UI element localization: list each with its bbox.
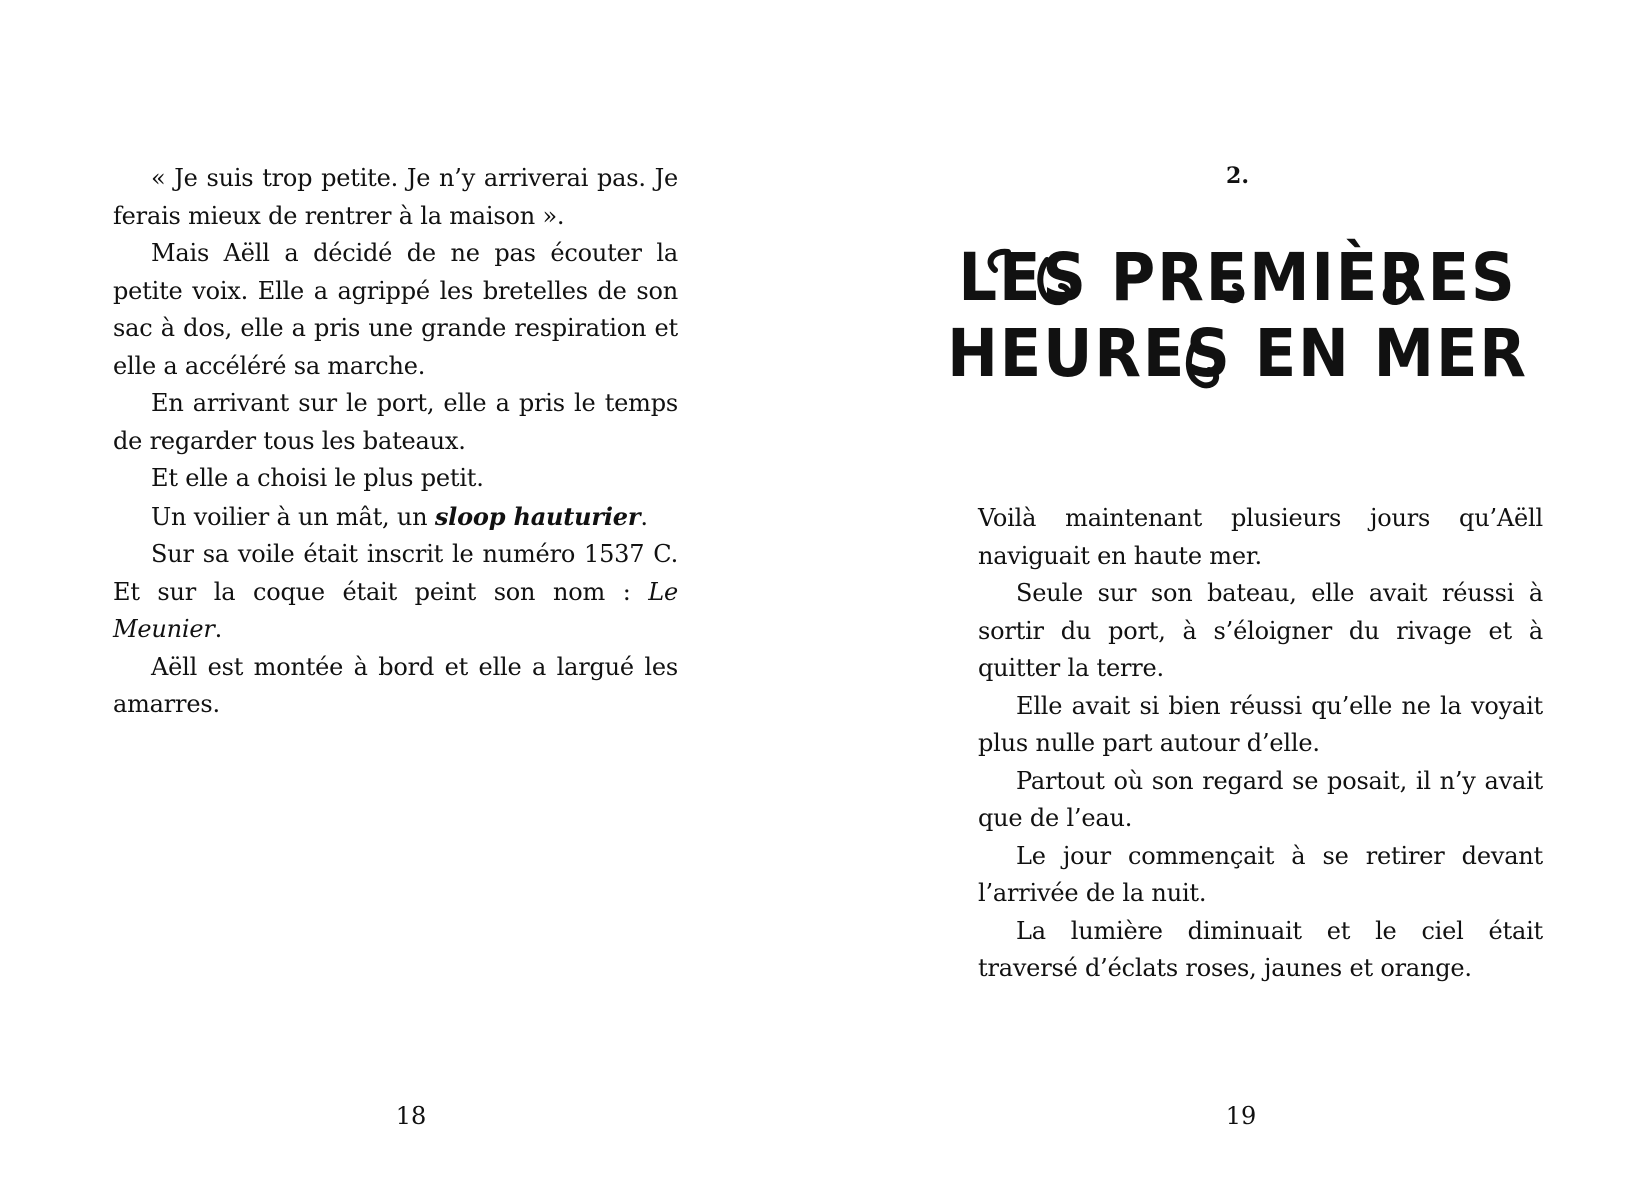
paragraph: Elle avait si bien réussi qu’elle ne la voyait plus nulle part autour d’elle. (978, 691, 1543, 757)
paragraph: Et elle a choisi le plus petit. (151, 464, 484, 492)
emphasis-text: Le Meunier (113, 577, 678, 643)
paragraph: Mais Aëll a décidé de ne pas écouter la petite voix. Elle a agrippé les bretelles de son sac à dos, elle a pris une grande respiration et elle a accéléré sa marche. (113, 239, 678, 380)
right-page (825, 0, 1650, 1200)
page-number: 19 (1225, 1102, 1257, 1130)
paragraph: Partout où son regard se posait, il n’y avait que de l’eau. (978, 766, 1543, 832)
chapter-title-line: HEURES EN MER (947, 315, 1528, 392)
paragraph: La lumière diminuait et le ciel était traversé d’éclats roses, jaunes et orange. (978, 916, 1543, 982)
page-number: 18 (395, 1102, 427, 1130)
paragraph: Le jour commençait à se retirer devant l’arrivée de la nuit. (978, 841, 1543, 907)
paragraph-text: . (214, 615, 223, 643)
paragraph: En arrivant sur le port, elle a pris le temps de regarder tous les bateaux. (113, 389, 678, 455)
body-text-left (113, 160, 678, 724)
paragraph (113, 536, 678, 649)
paragraph: Aëll est montée à bord et elle a largué les amarres. (113, 652, 678, 718)
decorative-swash (825, 230, 1650, 430)
paragraph-text: . (640, 502, 648, 531)
chapter-title-line: LES PREMIÈRES (958, 239, 1517, 316)
paragraph-text: Sur sa voile était inscrit le numéro 1537 C. Et sur la coque était peint son nom : (113, 540, 678, 606)
emphasis-text: sloop hauturier (434, 501, 641, 531)
paragraph: Voilà maintenant plusieurs jours qu’Aëll naviguait en haute mer. (978, 504, 1543, 570)
paragraph: Seule sur son bateau, elle avait réussi à sortir du port, à s’éloigner du rivage et à quitter la terre. (978, 579, 1543, 682)
paragraph (113, 498, 678, 537)
chapter-number: 2. (1226, 163, 1249, 189)
paragraph: « Je suis trop petite. Je n’y arriverai pas. Je ferais mieux de rentrer à la maison ». (113, 164, 678, 230)
paragraph-text: Un voilier à un mât, un (151, 502, 435, 531)
body-text-right (978, 500, 1543, 988)
